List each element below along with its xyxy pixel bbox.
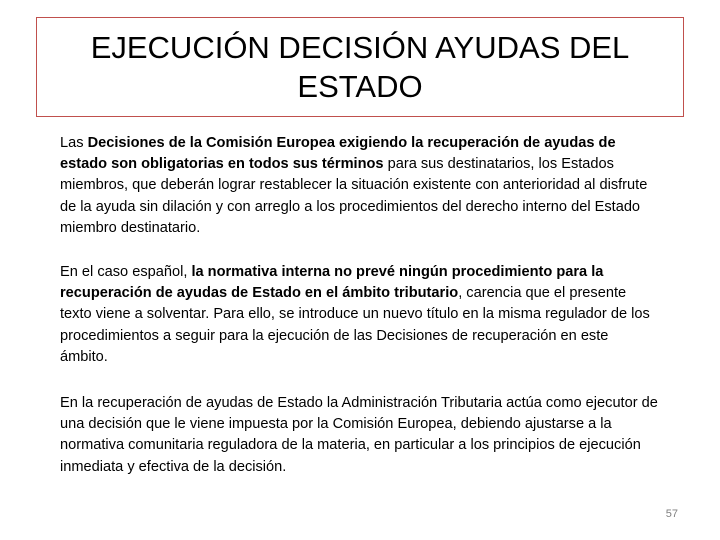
paragraph-2-pre: En el caso español,: [60, 264, 192, 280]
paragraph-1: [60, 133, 660, 239]
paragraph-3: En la recuperación de ayudas de Estado la Administración Tributaria actúa como ejecutor de una decisión que le viene impuesta por la Comisión Europea, debiendo ajustarse a la normativa comunitaria reguladora de la materia, en particular a los principios de ejecución inmediata y efectiva de la decisión.: [60, 395, 658, 475]
paragraph-1-post: para sus destinatarios, los Estados miembros, que deberán lograr restablecer la situación existente con anterioridad al disfrute de la ayuda sin dilación y con arreglo a los procedimientos del derecho interno del Estado miembro destinatario.: [60, 156, 648, 236]
paragraph-1-pre: Las: [60, 135, 88, 151]
title-box: [36, 17, 684, 117]
paragraph-1-bold: Decisiones de la Comisión Europea exigiendo la recuperación de ayudas de estado son obligatorias en todos sus términos: [60, 135, 616, 173]
paragraph-2-post: , carencia que el presente texto viene a solventar. Para ello, se introduce un nuevo título en la misma regulador de los procedimientos a seguir para la ejecución de las Decisiones de recuperación en este ámbito.: [60, 285, 650, 365]
paragraph-2-bold: la normativa interna no prevé ningún procedimiento para la recuperación de ayudas de Estado en el ámbito tributario: [60, 264, 604, 302]
page-number: 57: [665, 508, 678, 520]
paragraph-2: [60, 262, 660, 368]
slide-title: EJECUCIÓN DECISIÓN AYUDAS DEL ESTADO: [90, 30, 630, 104]
